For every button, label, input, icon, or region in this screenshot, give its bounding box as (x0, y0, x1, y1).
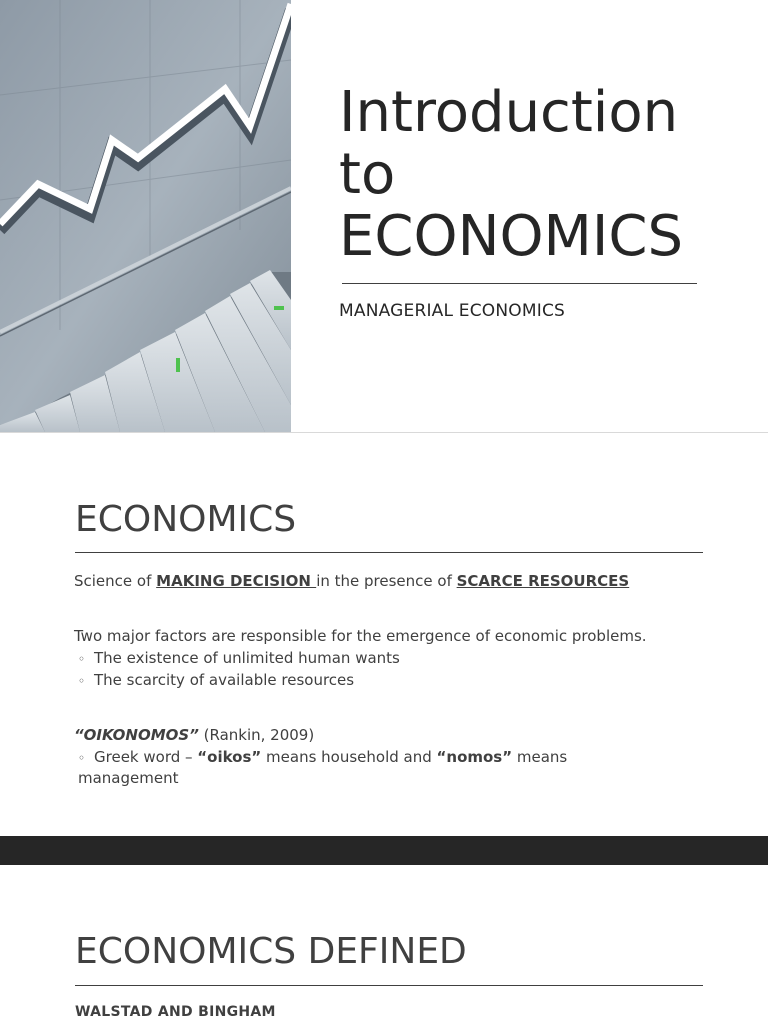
definition-scarce-resources: SCARCE RESOURCES (456, 572, 630, 590)
oikonomos-term: “OIKONOMOS” (74, 726, 199, 744)
source-label: WALSTAD AND BINGHAM (75, 1004, 276, 1020)
hero-stairs-graph-image (0, 0, 291, 432)
title-divider (75, 985, 703, 986)
bullet-icon: ◦ (78, 652, 86, 666)
greek-nomos: “nomos” (436, 748, 513, 766)
presentation-subtitle: MANAGERIAL ECONOMICS (339, 301, 566, 321)
economics-slide (0, 433, 768, 836)
list-item-text: The existence of unlimited human wants (94, 649, 400, 667)
definition-middle: in the presence of (316, 572, 457, 590)
title-divider (342, 283, 697, 284)
bullet-icon: ◦ (78, 751, 86, 765)
definition-text (74, 571, 629, 591)
list-item (78, 648, 400, 669)
definition-making-decision: MAKING DECISION (156, 572, 317, 590)
title-slide (0, 0, 768, 432)
factors-intro: Two major factors are responsible for the emergence of economic problems. (74, 627, 647, 645)
list-item (78, 747, 638, 788)
oikonomos-heading (74, 725, 314, 745)
title-line-2: to (339, 142, 396, 207)
title-line-1: Introduction (339, 80, 679, 145)
title-divider (75, 552, 703, 553)
title-line-3: ECONOMICS (339, 204, 684, 269)
slide-title: ECONOMICS DEFINED (75, 931, 467, 972)
greek-middle: means household and (261, 748, 437, 766)
slide-title: ECONOMICS (75, 499, 297, 540)
greek-prefix: Greek word – (94, 748, 198, 766)
economics-defined-slide (0, 865, 768, 1024)
greek-suffix: means management (78, 748, 568, 787)
slide-separator-band (0, 836, 768, 865)
oikonomos-citation: (Rankin, 2009) (198, 726, 315, 744)
definition-prefix: Science of (74, 572, 157, 590)
greek-oikos: “oikos” (197, 748, 262, 766)
list-item-text: The scarcity of available resources (94, 671, 355, 689)
bullet-icon: ◦ (78, 674, 86, 688)
list-item (78, 670, 354, 691)
presentation-title (339, 82, 739, 268)
